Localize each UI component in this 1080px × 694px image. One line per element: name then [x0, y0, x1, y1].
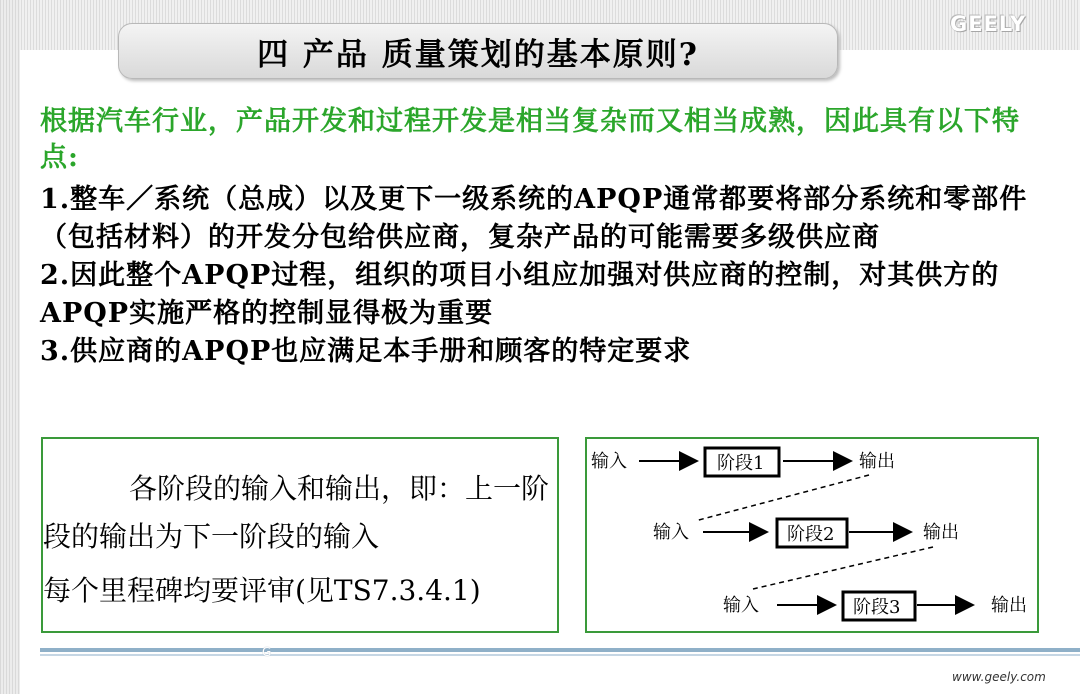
intro-text: 根据汽车行业，产品开发和过程开发是相当复杂而又相当成熟，因此具有以下特点: [40, 106, 1020, 173]
slide-title: 四 产品 质量策划的基本原则? [257, 36, 699, 73]
flow-input-1: 输入 [591, 451, 627, 472]
flow-output-2: 输出 [923, 522, 959, 543]
flow-output-3: 输出 [991, 595, 1027, 616]
flow-input-2: 输入 [653, 522, 689, 543]
stage-note-box [41, 437, 559, 633]
note-line-3: 每个里程碑均要评审(见TS7.3.4.1) [43, 574, 481, 607]
note-line-1: 各阶段的输入和输出，即：上一阶 [129, 472, 550, 505]
stage-label-1: 阶段1 [717, 453, 765, 474]
footer-divider-thin [40, 654, 1080, 656]
stage-flow-box [585, 437, 1039, 633]
flow-link-2 [753, 547, 933, 589]
footer-divider [40, 648, 1080, 652]
flow-input-3: 输入 [723, 595, 759, 616]
flow-output-1: 输出 [859, 451, 895, 472]
left-decor-bar [0, 0, 20, 694]
feature-point-3: 3.供应商的APQP也应满足本手册和顾客的特定要求 [40, 336, 692, 367]
flow-link-1 [695, 475, 869, 521]
website-link: www.geely.com [952, 670, 1046, 684]
feature-list [40, 181, 1050, 371]
note-line-2: 段的输出为下一阶段的输入 [43, 520, 380, 553]
footer-mark: G [262, 645, 272, 659]
stage-flow-diagram [587, 439, 1037, 631]
geely-logo: GEELY [950, 12, 1027, 36]
feature-point-2: 2.因此整个APQP过程，组织的项目小组应加强对供应商的控制，对其供方的APQP实施严格的控制显得极为重要 [40, 260, 1000, 329]
feature-point-1: 1.整车／系统（总成）以及更下一级系统的APQP通常都要将部分系统和零部件（包括材料）的开发分包给供应商，复杂产品的可能需要多级供应商 [40, 184, 1028, 253]
stage-label-2: 阶段2 [787, 524, 835, 545]
stage-label-3: 阶段3 [853, 597, 901, 618]
slide-title-box [118, 23, 838, 79]
